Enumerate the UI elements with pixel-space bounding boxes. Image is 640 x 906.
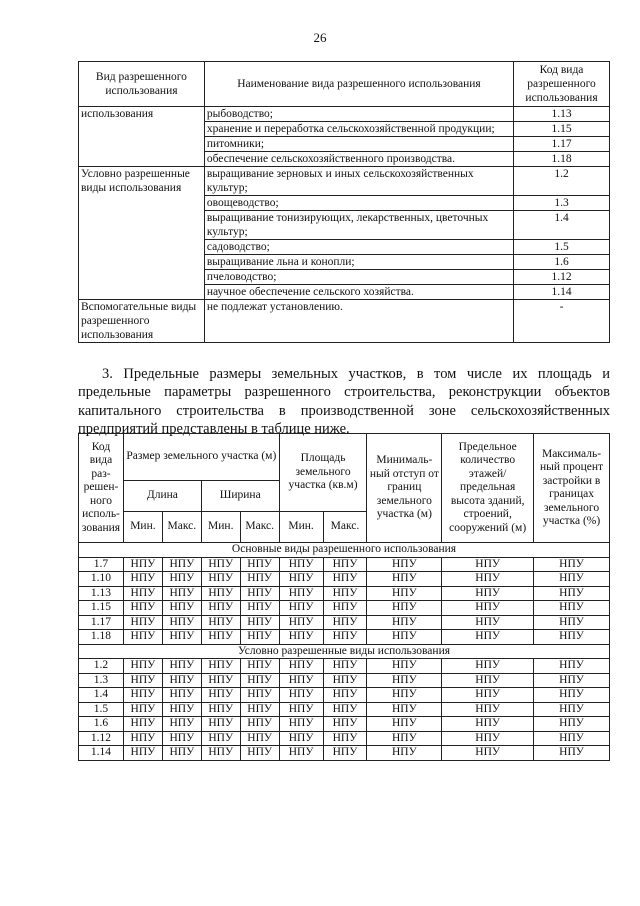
npu-cell: НПУ xyxy=(123,746,162,761)
header-floors: Предельное количество этажей/ предельная высота зданий, строений, сооружений (м) xyxy=(442,434,534,543)
npu-cell: НПУ xyxy=(201,615,240,630)
npu-cell: НПУ xyxy=(442,673,534,688)
npu-cell: НПУ xyxy=(162,601,201,616)
table-row xyxy=(79,572,610,587)
header-length-max: Макс. xyxy=(162,512,201,543)
table-row xyxy=(79,630,610,645)
npu-cell: НПУ xyxy=(279,673,323,688)
table-row xyxy=(79,615,610,630)
use-name: хранение и переработка сельскохозяйственной продукции; xyxy=(204,122,513,137)
npu-cell: НПУ xyxy=(323,688,367,703)
npu-cell: НПУ xyxy=(162,615,201,630)
row-code: 1.5 xyxy=(79,702,124,717)
npu-cell: НПУ xyxy=(323,731,367,746)
npu-cell: НПУ xyxy=(367,673,442,688)
table-row xyxy=(79,746,610,761)
table-row xyxy=(79,557,610,572)
use-name: рыбоводство; xyxy=(204,107,513,122)
npu-cell: НПУ xyxy=(442,630,534,645)
use-code: 1.5 xyxy=(514,240,610,255)
use-name: питомники; xyxy=(204,137,513,152)
use-code: 1.14 xyxy=(514,285,610,300)
npu-cell: НПУ xyxy=(240,731,279,746)
use-code: 1.17 xyxy=(514,137,610,152)
npu-cell: НПУ xyxy=(534,659,610,674)
use-name: пчеловодство; xyxy=(204,270,513,285)
npu-cell: НПУ xyxy=(279,586,323,601)
npu-cell: НПУ xyxy=(123,731,162,746)
header-area-min: Мин. xyxy=(279,512,323,543)
table-row xyxy=(79,659,610,674)
npu-cell: НПУ xyxy=(279,572,323,587)
npu-cell: НПУ xyxy=(367,601,442,616)
npu-cell: НПУ xyxy=(323,717,367,732)
npu-cell: НПУ xyxy=(162,731,201,746)
row-code: 1.7 xyxy=(79,557,124,572)
npu-cell: НПУ xyxy=(534,673,610,688)
npu-cell: НПУ xyxy=(201,557,240,572)
npu-cell: НПУ xyxy=(123,688,162,703)
npu-cell: НПУ xyxy=(442,615,534,630)
header-size: Размер земельного участка (м) xyxy=(123,434,279,481)
use-name: научное обеспечение сельского хозяйства. xyxy=(204,285,513,300)
npu-cell: НПУ xyxy=(323,659,367,674)
npu-cell: НПУ xyxy=(442,702,534,717)
npu-cell: НПУ xyxy=(367,659,442,674)
land-plot-parameters-table xyxy=(78,433,610,761)
npu-cell: НПУ xyxy=(240,717,279,732)
npu-cell: НПУ xyxy=(534,630,610,645)
use-code: 1.13 xyxy=(514,107,610,122)
npu-cell: НПУ xyxy=(240,702,279,717)
npu-cell: НПУ xyxy=(367,717,442,732)
npu-cell: НПУ xyxy=(323,673,367,688)
npu-cell: НПУ xyxy=(367,746,442,761)
row-code: 1.2 xyxy=(79,659,124,674)
header-use-name: Наименование вида разрешенного использования xyxy=(204,62,513,107)
section-row xyxy=(79,644,610,659)
npu-cell: НПУ xyxy=(201,586,240,601)
row-code: 1.3 xyxy=(79,673,124,688)
npu-cell: НПУ xyxy=(123,601,162,616)
npu-cell: НПУ xyxy=(367,688,442,703)
npu-cell: НПУ xyxy=(162,572,201,587)
section-row xyxy=(79,543,610,558)
npu-cell: НПУ xyxy=(442,688,534,703)
npu-cell: НПУ xyxy=(162,688,201,703)
npu-cell: НПУ xyxy=(240,688,279,703)
npu-cell: НПУ xyxy=(367,586,442,601)
npu-cell: НПУ xyxy=(534,586,610,601)
use-code: 1.3 xyxy=(514,196,610,211)
row-code: 1.17 xyxy=(79,615,124,630)
table-row xyxy=(79,688,610,703)
npu-cell: НПУ xyxy=(123,572,162,587)
row-code: 1.4 xyxy=(79,688,124,703)
npu-cell: НПУ xyxy=(201,601,240,616)
npu-cell: НПУ xyxy=(279,659,323,674)
npu-cell: НПУ xyxy=(323,630,367,645)
page-number: 26 xyxy=(313,30,327,45)
paragraph-3: 3. Предельные размеры земельных участков, в том числе их площадь и предельные параметры разрешенного строительства, реконструкции объектов капитального строительства в производственной зоне сельскохозяйственных предприятий представлены в таблице ниже. xyxy=(78,366,610,437)
npu-cell: НПУ xyxy=(534,601,610,616)
npu-cell: НПУ xyxy=(240,615,279,630)
use-code: 1.4 xyxy=(514,211,610,240)
npu-cell: НПУ xyxy=(367,557,442,572)
row-code: 1.10 xyxy=(79,572,124,587)
table-row xyxy=(79,167,610,196)
npu-cell: НПУ xyxy=(201,717,240,732)
npu-cell: НПУ xyxy=(442,601,534,616)
npu-cell: НПУ xyxy=(279,557,323,572)
row-code: 1.12 xyxy=(79,731,124,746)
row-code: 1.15 xyxy=(79,601,124,616)
npu-cell: НПУ xyxy=(162,630,201,645)
row-code: 1.14 xyxy=(79,746,124,761)
use-name: овощеводство; xyxy=(204,196,513,211)
npu-cell: НПУ xyxy=(162,746,201,761)
npu-cell: НПУ xyxy=(240,557,279,572)
npu-cell: НПУ xyxy=(240,572,279,587)
header-setback: Минималь-ный отступ от границ земельного участка (м) xyxy=(367,434,442,543)
use-code: 1.18 xyxy=(514,152,610,167)
npu-cell: НПУ xyxy=(123,586,162,601)
npu-cell: НПУ xyxy=(279,688,323,703)
header-coverage: Максималь-ный процент застройки в границах земельного участка (%) xyxy=(534,434,610,543)
npu-cell: НПУ xyxy=(201,572,240,587)
header-use-code: Код вида разрешенного использования xyxy=(514,62,610,107)
npu-cell: НПУ xyxy=(442,731,534,746)
npu-cell: НПУ xyxy=(442,659,534,674)
npu-cell: НПУ xyxy=(323,702,367,717)
use-name: не подлежат установлению. xyxy=(204,300,513,343)
use-code: 1.6 xyxy=(514,255,610,270)
npu-cell: НПУ xyxy=(367,702,442,717)
npu-cell: НПУ xyxy=(201,688,240,703)
table-row xyxy=(79,717,610,732)
use-group-label: использования xyxy=(79,107,205,167)
npu-cell: НПУ xyxy=(367,731,442,746)
npu-cell: НПУ xyxy=(162,673,201,688)
npu-cell: НПУ xyxy=(240,586,279,601)
npu-cell: НПУ xyxy=(442,717,534,732)
npu-cell: НПУ xyxy=(162,702,201,717)
table-row xyxy=(79,731,610,746)
npu-cell: НПУ xyxy=(123,673,162,688)
section-title: Условно разрешенные виды использования xyxy=(79,644,610,659)
npu-cell: НПУ xyxy=(162,717,201,732)
use-code: 1.12 xyxy=(514,270,610,285)
npu-cell: НПУ xyxy=(201,746,240,761)
npu-cell: НПУ xyxy=(534,557,610,572)
table-row xyxy=(79,107,610,122)
npu-cell: НПУ xyxy=(123,702,162,717)
use-code: - xyxy=(514,300,610,343)
use-name: выращивание тонизирующих, лекарственных, цветочных культур; xyxy=(204,211,513,240)
npu-cell: НПУ xyxy=(279,702,323,717)
npu-cell: НПУ xyxy=(367,630,442,645)
npu-cell: НПУ xyxy=(240,673,279,688)
npu-cell: НПУ xyxy=(201,702,240,717)
use-name: обеспечение сельскохозяйственного производства. xyxy=(204,152,513,167)
npu-cell: НПУ xyxy=(534,688,610,703)
npu-cell: НПУ xyxy=(279,601,323,616)
use-code: 1.2 xyxy=(514,167,610,196)
npu-cell: НПУ xyxy=(279,615,323,630)
npu-cell: НПУ xyxy=(201,630,240,645)
npu-cell: НПУ xyxy=(534,615,610,630)
use-group-label: Вспомогательные виды разрешенного использования xyxy=(79,300,205,343)
npu-cell: НПУ xyxy=(123,557,162,572)
table-row xyxy=(79,702,610,717)
header-width: Ширина xyxy=(201,481,279,512)
use-name: выращивание льна и конопли; xyxy=(204,255,513,270)
npu-cell: НПУ xyxy=(201,659,240,674)
header-width-min: Мин. xyxy=(201,512,240,543)
npu-cell: НПУ xyxy=(162,659,201,674)
npu-cell: НПУ xyxy=(323,586,367,601)
row-code: 1.6 xyxy=(79,717,124,732)
npu-cell: НПУ xyxy=(201,731,240,746)
section-title: Основные виды разрешенного использования xyxy=(79,543,610,558)
npu-cell: НПУ xyxy=(534,702,610,717)
npu-cell: НПУ xyxy=(240,630,279,645)
header-area-max: Макс. xyxy=(323,512,367,543)
use-code: 1.15 xyxy=(514,122,610,137)
table-row xyxy=(79,601,610,616)
npu-cell: НПУ xyxy=(323,572,367,587)
npu-cell: НПУ xyxy=(323,601,367,616)
npu-cell: НПУ xyxy=(123,615,162,630)
use-group-label: Условно разрешенные виды использования xyxy=(79,167,205,300)
npu-cell: НПУ xyxy=(123,717,162,732)
npu-cell: НПУ xyxy=(367,572,442,587)
npu-cell: НПУ xyxy=(240,601,279,616)
npu-cell: НПУ xyxy=(279,731,323,746)
use-name: выращивание зерновых и иных сельскохозяйственных культур; xyxy=(204,167,513,196)
table-row xyxy=(79,300,610,343)
npu-cell: НПУ xyxy=(279,717,323,732)
npu-cell: НПУ xyxy=(442,746,534,761)
npu-cell: НПУ xyxy=(123,659,162,674)
npu-cell: НПУ xyxy=(162,586,201,601)
npu-cell: НПУ xyxy=(240,659,279,674)
header-use-type: Вид разрешенного использования xyxy=(79,62,205,107)
npu-cell: НПУ xyxy=(323,615,367,630)
table-row xyxy=(79,586,610,601)
header-length-min: Мин. xyxy=(123,512,162,543)
npu-cell: НПУ xyxy=(323,557,367,572)
header-width-max: Макс. xyxy=(240,512,279,543)
header-area: Площадь земельного участка (кв.м) xyxy=(279,434,367,512)
npu-cell: НПУ xyxy=(367,615,442,630)
row-code: 1.13 xyxy=(79,586,124,601)
npu-cell: НПУ xyxy=(201,673,240,688)
npu-cell: НПУ xyxy=(323,746,367,761)
header-length: Длина xyxy=(123,481,201,512)
npu-cell: НПУ xyxy=(162,557,201,572)
header-code: Код вида раз-решен-ного исполь-зования xyxy=(79,434,124,543)
npu-cell: НПУ xyxy=(534,572,610,587)
npu-cell: НПУ xyxy=(279,746,323,761)
npu-cell: НПУ xyxy=(534,717,610,732)
npu-cell: НПУ xyxy=(442,557,534,572)
npu-cell: НПУ xyxy=(534,731,610,746)
permitted-use-table xyxy=(78,61,610,343)
row-code: 1.18 xyxy=(79,630,124,645)
npu-cell: НПУ xyxy=(240,746,279,761)
npu-cell: НПУ xyxy=(123,630,162,645)
npu-cell: НПУ xyxy=(442,572,534,587)
npu-cell: НПУ xyxy=(279,630,323,645)
npu-cell: НПУ xyxy=(534,746,610,761)
npu-cell: НПУ xyxy=(442,586,534,601)
use-name: садоводство; xyxy=(204,240,513,255)
table-row xyxy=(79,673,610,688)
